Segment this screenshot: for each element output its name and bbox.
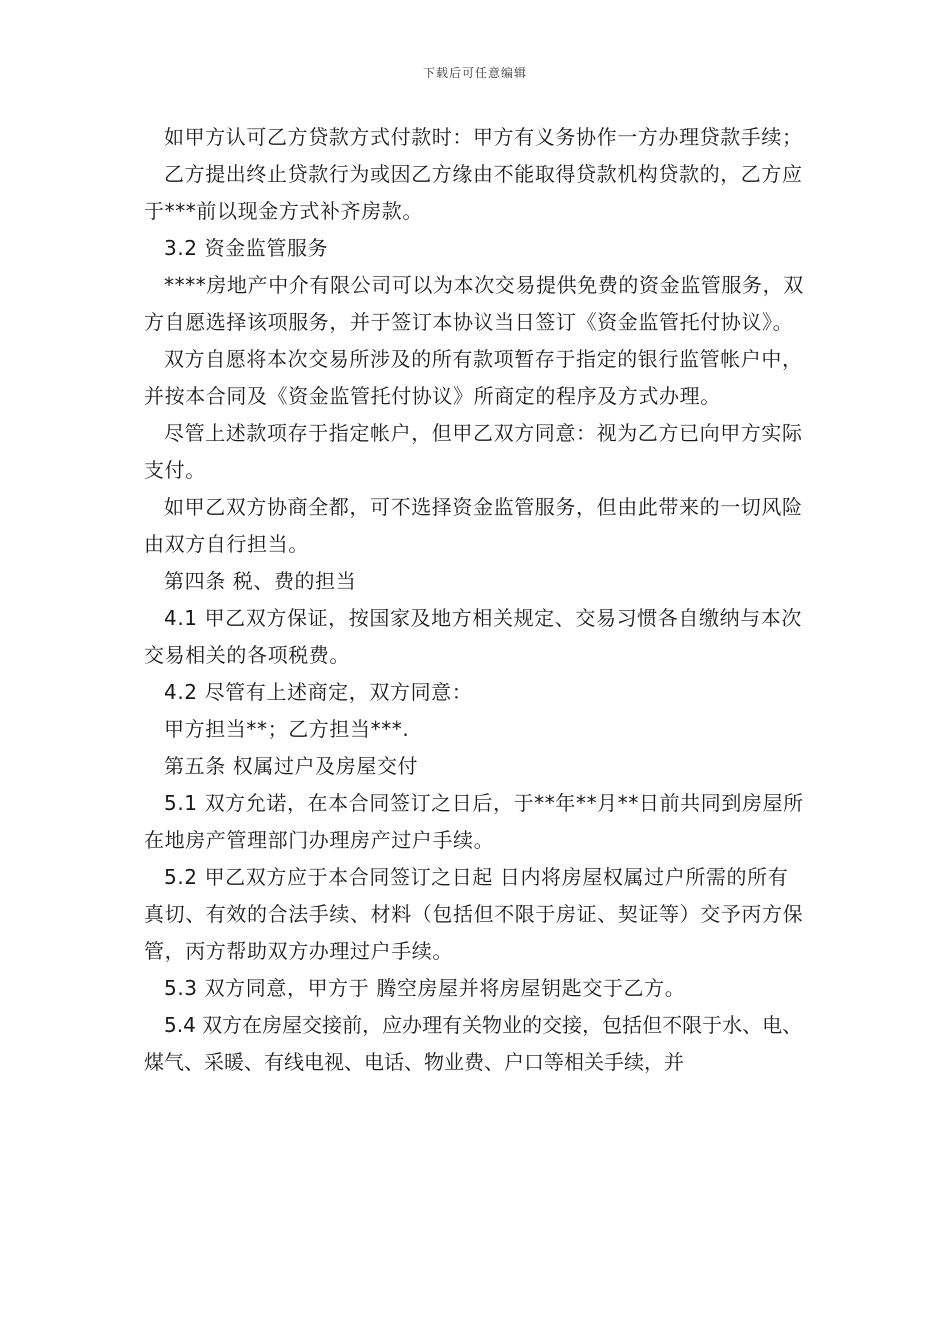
paragraph: 4.1 甲乙双方保证，按国家及地方相关规定、交易习惯各自缴纳与本次交易相关的各项税费。 (144, 606, 802, 667)
paragraph: 甲方担当**；乙方担当***. (164, 717, 410, 741)
paragraph: 4.2 尽管有上述商定，双方同意： (164, 680, 473, 704)
paragraph: 乙方提出终止贷款行为或因乙方缘由不能取得贷款机构贷款的，乙方应于***前以现金方式补齐房款。 (144, 162, 803, 223)
paragraph: 如甲方认可乙方贷款方式付款时：甲方有义务协作一方办理贷款手续； (164, 125, 803, 149)
section-heading: 3.2 资金监管服务 (164, 236, 329, 260)
article-heading: 第四条 税、费的担当 (164, 569, 357, 593)
paragraph: 双方自愿将本次交易所涉及的所有款项暂存于指定的银行监管帐户中，并按本合同及《资金监管托付协议》所商定的程序及方式办理。 (144, 347, 803, 408)
paragraph: ****房地产中介有限公司可以为本次交易提供免费的资金监管服务，双方自愿选择该项服务，并于签订本协议当日签订《资金监管托付协议》。 (144, 273, 804, 334)
document-body (144, 119, 808, 1081)
paragraph: 5.2 甲乙双方应于本合同签订之日起 日内将房屋权属过户所需的所有真切、有效的合法手续、材料（包括但不限于房证、契证等）交予丙方保管，丙方帮助双方办理过户手续。 (144, 865, 804, 963)
paragraph: 5.1 双方允诺，在本合同签订之日后，于**年**月**日前共同到房屋所在地房产管理部门办理房产过户手续。 (144, 791, 804, 852)
page-header: 下载后可任意编辑 (422, 66, 527, 80)
paragraph: 尽管上述款项存于指定帐户，但甲乙双方同意：视为乙方已向甲方实际支付。 (144, 421, 803, 482)
paragraph: 如甲乙双方协商全都，可不选择资金监管服务，但由此带来的一切风险由双方自行担当。 (144, 495, 803, 556)
paragraph: 5.3 双方同意，甲方于 腾空房屋并将房屋钥匙交于乙方。 (164, 976, 686, 1000)
paragraph: 5.4 双方在房屋交接前，应办理有关物业的交接，包括但不限于水、电、煤气、采暖、有线电视、电话、物业费、户口等相关手续，并 (144, 1013, 803, 1074)
article-heading: 第五条 权属过户及房屋交付 (164, 754, 419, 778)
